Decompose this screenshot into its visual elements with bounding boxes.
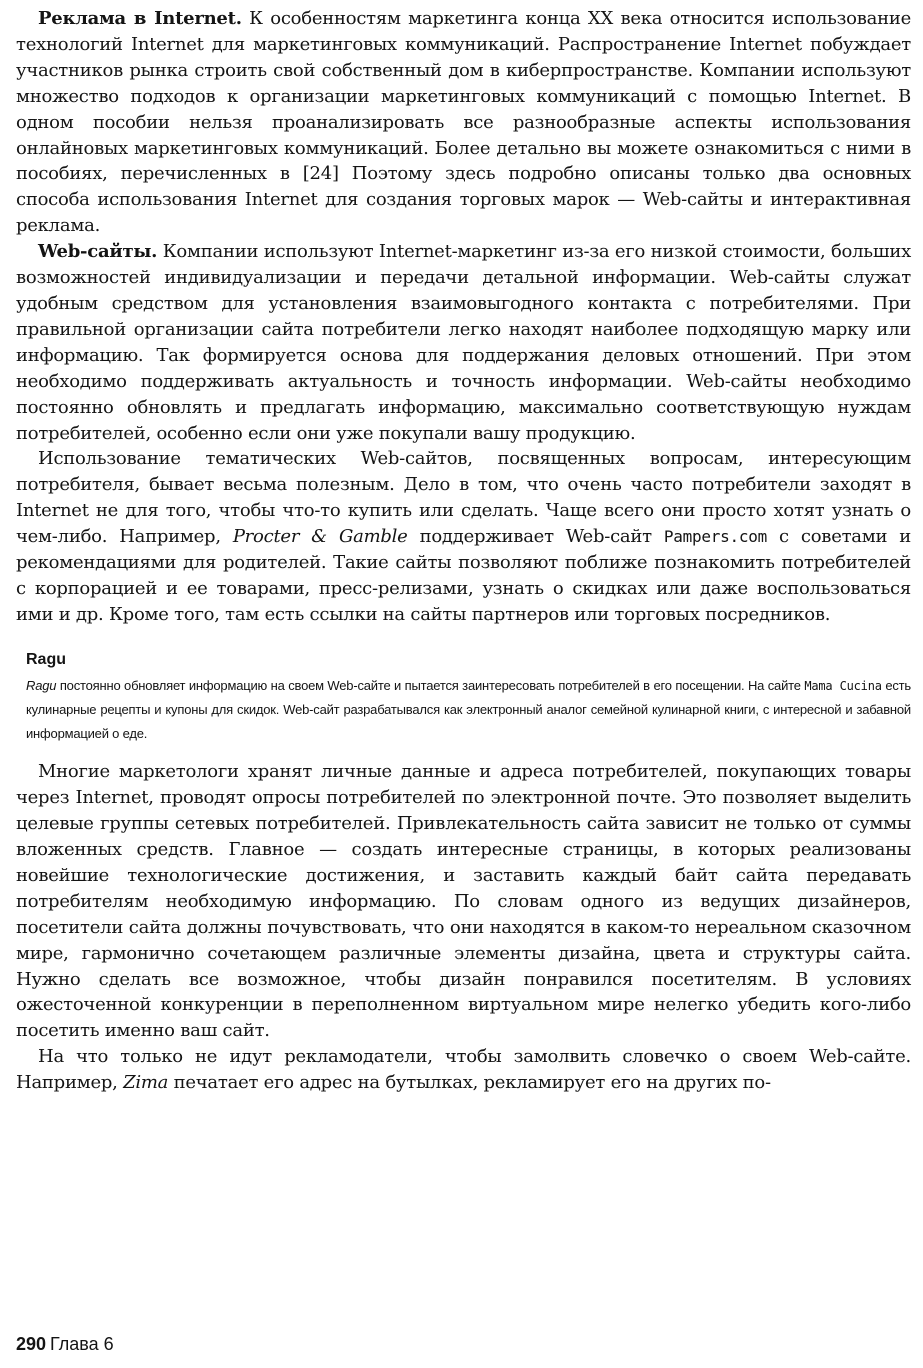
paragraph-internet-advertising — [16, 6, 911, 239]
paragraph-text: На что только не идут рекламодатели, чтобы замолвить словечко о своем Web-сайте. Например, — [16, 1046, 911, 1094]
sidebar-text-part: есть кулинарные рецепты и купоны для скидок. Web-сайт разрабатывался как электронный аналог семейной кулинарной книги, с интересной и забавной информацией о еде. — [26, 677, 911, 741]
page-content — [16, 6, 911, 1096]
company-name: Ragu — [26, 677, 57, 693]
paragraph-text: печатает его адрес на бутылках, рекламирует его на других по- — [168, 1072, 771, 1094]
website-name: Pampers.com — [663, 527, 768, 547]
company-name: Procter & Gamble — [232, 526, 408, 548]
paragraph-marketers — [16, 759, 911, 1044]
sidebar-text-part: постоянно обновляет информацию на своем Web-сайте и пытается заинтересовать потребителей в его посещении. На сайте — [56, 677, 805, 693]
paragraph-advertisers — [16, 1044, 911, 1096]
paragraph-lead: Web-сайты. — [38, 241, 158, 263]
paragraph-thematic-sites — [16, 446, 911, 627]
sidebar-example — [16, 650, 911, 746]
company-name: Zima — [123, 1072, 169, 1094]
page-number: 290 — [16, 1334, 47, 1354]
sidebar-title: Ragu — [26, 650, 66, 668]
page-footer — [16, 1333, 114, 1355]
paragraph-text: Использование тематических Web-сайтов, посвященных вопросам, интересующим потребителя, бывает весьма полезным. Дело в том, что очень часто потребители заходят в Internet не для того, чтобы что-то купить или сделать. Чаще всего они просто хотят узнать о чем-либо. Например, — [16, 448, 911, 548]
paragraph-body: Компании используют Internet-маркетинг из-за его низкой стоимости, больших возможностей индивидуализации и передачи детальной информации. Web-сайты служат удобным средством для установления взаимовыгодного контакта с потребителями. При правильной организации сайта потребители легко находят наиболее подходящую марку или информацию. Так формируется основа для поддержания деловых отношений. При этом необходимо поддерживать актуальность и точность информации. Web-сайты необходимо постоянно обновлять и предлагать информацию, максимально соответствующую нуждам потребителей, особенно если они уже покупали вашу продукцию. — [16, 241, 911, 444]
chapter-label: Глава 6 — [50, 1334, 114, 1354]
paragraph-body: Многие маркетологи хранят личные данные и адреса потребителей, покупающих товары через Internet, проводят опросы потребителей по электронной почте. Это позволяет выделить целевые группы сетевых потребителей. Привлекательность сайта зависит не только от суммы вложенных средств. Главное — создать интересные страницы, в которых реализованы новейшие технологические достижения, и заставить каждый байт сайта передавать потребителям необходимую информацию. По словам одного из ведущих дизайнеров, посетители сайта должны почувствовать, что они находятся в каком-то нереальном сказочном мире, гармонично сочетающем различные элементы дизайна, цвета и структуры сайта. Нужно сделать все возможное, чтобы дизайн понравился посетителям. В условиях ожесточенной конкуренции в переполненном виртуальном мире нелегко убедить кого-либо посетить именно ваш сайт. — [16, 761, 911, 1042]
website-name: Mama Cucina — [804, 678, 882, 693]
paragraph-lead: Реклама в Internet. — [38, 8, 242, 29]
paragraph-websites — [16, 239, 911, 446]
paragraph-text: поддерживает Web-сайт — [407, 526, 664, 548]
paragraph-text: с советами и рекомендациями для родителей. Такие сайты позволяют поближе познакомить потребителей с корпорацией и ее товарами, пресс-релизами, узнать о скидках или даже воспользоваться ими и др. Кроме того, там есть ссылки на сайты партнеров или торговых посредников. — [16, 526, 912, 625]
sidebar-text — [26, 674, 911, 746]
paragraph-body: К особенностям маркетинга конца XX века относится использование технологий Internet для маркетинговых коммуникаций. Распространение Internet побуждает участников рынка строить свой собственный дом в киберпространстве. Компании используют множество подходов к организации маркетинговых коммуникаций с помощью Internet. В одном пособии нельзя проанализировать все разнообразные аспекты использования онлайновых маркетинговых коммуникаций. Более детально вы можете ознакомиться с ними в пособиях, перечисленных в [24] Поэтому здесь подробно описаны только два основных способа использования Internet для создания торговых марок — Web-сайты и интерактивная реклама. — [16, 8, 911, 237]
